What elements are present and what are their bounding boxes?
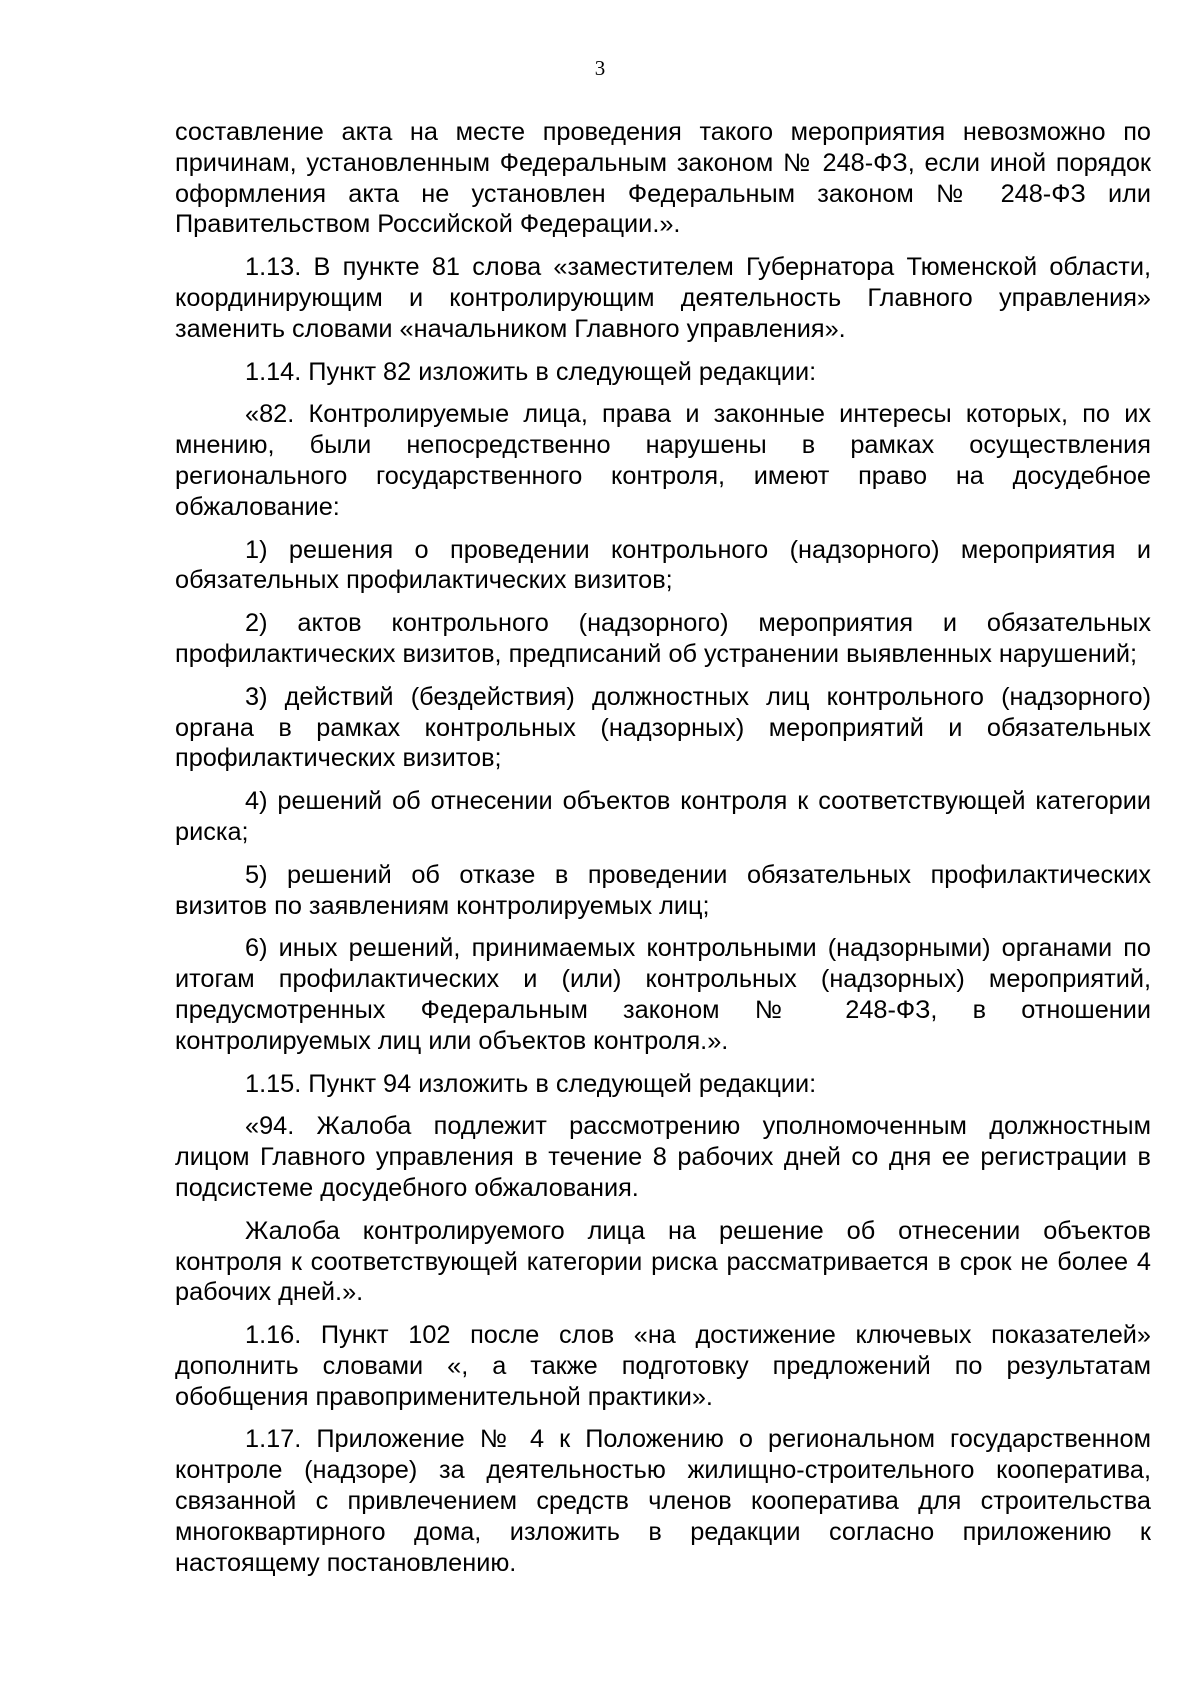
document-body [175, 117, 1151, 1590]
paragraph-item-1-17: 1.17. Приложение № 4 к Положению о региональном государственном контроле (надзоре) за деятельностью жилищно-строительного кооператива, связанной с привлечением средств членов кооператива для строительства многоквартирного дома, изложить в редакции согласно приложению к настоящему постановлению. [175, 1425, 1151, 1577]
paragraph-clause-82: «82. Контролируемые лица, права и законные интересы которых, по их мнению, были непосредственно нарушены в рамках осуществления регионального государственного контроля, имеют право на досудебное обжалование: [175, 400, 1151, 521]
paragraph-complaint-risk: Жалоба контролируемого лица на решение об отнесении объектов контроля к соответствующей категории риска рассматривается в срок не более 4 рабочих дней.». [175, 1216, 1151, 1307]
paragraph-subitem-2: 2) актов контрольного (надзорного) мероприятия и обязательных профилактических визитов, предписаний об устранении выявленных нарушений; [175, 609, 1151, 668]
paragraph-subitem-5: 5) решений об отказе в проведении обязательных профилактических визитов по заявлениям контролируемых лиц; [175, 860, 1151, 920]
paragraph-item-1-16: 1.16. Пункт 102 после слов «на достижение ключевых показателей» дополнить словами «, а также подготовку предложений по результатам обобщения правоприменительной практики». [175, 1321, 1151, 1411]
paragraph-subitem-1: 1) решения о проведении контрольного (надзорного) мероприятия и обязательных профилактических визитов; [175, 535, 1151, 595]
paragraph-subitem-4: 4) решений об отнесении объектов контроля к соответствующей категории риска; [175, 787, 1151, 846]
paragraph-subitem-6: 6) иных решений, принимаемых контрольными (надзорными) органами по итогам профилактических и (или) контрольных (надзорных) мероприятий, предусмотренных Федеральным законом № 248-ФЗ, в отношении контролируемых лиц или объектов контроля.». [175, 934, 1151, 1055]
paragraph-item-1-13: 1.13. В пункте 81 слова «заместителем Губернатора Тюменской области, координирующим и контролирующим деятельность Главного управления» заменить словами «начальником Главного управления». [175, 253, 1151, 343]
page-number: 3 [594, 56, 606, 80]
paragraph-continuation: составление акта на месте проведения такого мероприятия невозможно по причинам, установленным Федеральным законом № 248-ФЗ, если иной порядок оформления акта не установлен Федеральным законом № 248-ФЗ или Правительством Российской Федерации.». [175, 118, 1151, 239]
paragraph-item-1-14: 1.14. Пункт 82 изложить в следующей редакции: [245, 357, 817, 386]
paragraph-clause-94: «94. Жалоба подлежит рассмотрению уполномоченным должностным лицом Главного управления в течение 8 рабочих дней со дня ее регистрации в подсистеме досудебного обжалования. [175, 1112, 1151, 1202]
paragraph-subitem-3: 3) действий (бездействия) должностных лиц контрольного (надзорного) органа в рамках контрольных (надзорных) мероприятий и обязательных профилактических визитов; [175, 682, 1151, 773]
paragraph-item-1-15: 1.15. Пункт 94 изложить в следующей редакции: [245, 1069, 817, 1098]
